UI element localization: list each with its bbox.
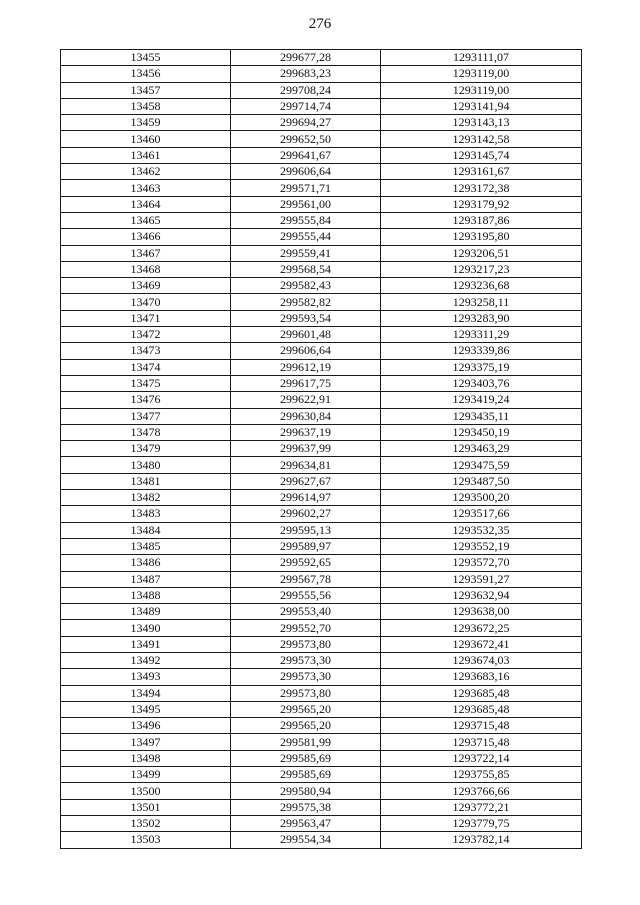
point-number-cell: 13472 — [61, 327, 231, 343]
point-number-cell: 13491 — [61, 636, 231, 652]
table-row — [61, 799, 582, 815]
table-row — [61, 294, 582, 310]
table-row — [61, 66, 582, 82]
table-row — [61, 701, 582, 717]
x-coordinate-cell: 299708,24 — [231, 82, 381, 98]
table-row — [61, 522, 582, 538]
point-number-cell: 13502 — [61, 815, 231, 831]
point-number-cell: 13493 — [61, 669, 231, 685]
y-coordinate-cell: 1293375,19 — [381, 359, 582, 375]
point-number-cell: 13455 — [61, 50, 231, 66]
x-coordinate-cell: 299565,20 — [231, 701, 381, 717]
y-coordinate-cell: 1293142,58 — [381, 131, 582, 147]
y-coordinate-cell: 1293722,14 — [381, 750, 582, 766]
point-number-cell: 13494 — [61, 685, 231, 701]
y-coordinate-cell: 1293119,00 — [381, 66, 582, 82]
coordinates-table — [60, 49, 582, 849]
x-coordinate-cell: 299580,94 — [231, 783, 381, 799]
table-row — [61, 620, 582, 636]
x-coordinate-cell: 299634,81 — [231, 457, 381, 473]
table-row — [61, 718, 582, 734]
y-coordinate-cell: 1293145,74 — [381, 147, 582, 163]
y-coordinate-cell: 1293236,68 — [381, 278, 582, 294]
table-row — [61, 180, 582, 196]
point-number-cell: 13489 — [61, 604, 231, 620]
table-row — [61, 734, 582, 750]
y-coordinate-cell: 1293674,03 — [381, 652, 582, 668]
point-number-cell: 13458 — [61, 98, 231, 114]
point-number-cell: 13456 — [61, 66, 231, 82]
x-coordinate-cell: 299683,23 — [231, 66, 381, 82]
point-number-cell: 13485 — [61, 538, 231, 554]
y-coordinate-cell: 1293283,90 — [381, 310, 582, 326]
y-coordinate-cell: 1293685,48 — [381, 701, 582, 717]
point-number-cell: 13471 — [61, 310, 231, 326]
x-coordinate-cell: 299612,19 — [231, 359, 381, 375]
y-coordinate-cell: 1293572,70 — [381, 555, 582, 571]
table-row — [61, 783, 582, 799]
point-number-cell: 13503 — [61, 832, 231, 848]
point-number-cell: 13483 — [61, 506, 231, 522]
x-coordinate-cell: 299630,84 — [231, 408, 381, 424]
x-coordinate-cell: 299585,69 — [231, 750, 381, 766]
point-number-cell: 13464 — [61, 196, 231, 212]
page-number: 276 — [308, 16, 332, 32]
y-coordinate-cell: 1293685,48 — [381, 685, 582, 701]
point-number-cell: 13462 — [61, 164, 231, 180]
table-row — [61, 343, 582, 359]
table-row — [61, 392, 582, 408]
point-number-cell: 13486 — [61, 555, 231, 571]
table-row — [61, 555, 582, 571]
table-body — [61, 50, 582, 849]
table-row — [61, 196, 582, 212]
y-coordinate-cell: 1293715,48 — [381, 734, 582, 750]
y-coordinate-cell: 1293475,59 — [381, 457, 582, 473]
x-coordinate-cell: 299677,28 — [231, 50, 381, 66]
y-coordinate-cell: 1293119,00 — [381, 82, 582, 98]
point-number-cell: 13496 — [61, 718, 231, 734]
table-row — [61, 457, 582, 473]
point-number-cell: 13457 — [61, 82, 231, 98]
table-row — [61, 147, 582, 163]
y-coordinate-cell: 1293143,13 — [381, 115, 582, 131]
point-number-cell: 13459 — [61, 115, 231, 131]
point-number-cell: 13467 — [61, 245, 231, 261]
y-coordinate-cell: 1293632,94 — [381, 587, 582, 603]
point-number-cell: 13473 — [61, 343, 231, 359]
point-number-cell: 13498 — [61, 750, 231, 766]
table-row — [61, 832, 582, 848]
point-number-cell: 13475 — [61, 375, 231, 391]
y-coordinate-cell: 1293217,23 — [381, 261, 582, 277]
point-number-cell: 13490 — [61, 620, 231, 636]
x-coordinate-cell: 299601,48 — [231, 327, 381, 343]
x-coordinate-cell: 299694,27 — [231, 115, 381, 131]
x-coordinate-cell: 299555,84 — [231, 212, 381, 228]
y-coordinate-cell: 1293500,20 — [381, 490, 582, 506]
point-number-cell: 13474 — [61, 359, 231, 375]
point-number-cell: 13499 — [61, 767, 231, 783]
x-coordinate-cell: 299582,43 — [231, 278, 381, 294]
x-coordinate-cell: 299595,13 — [231, 522, 381, 538]
table-row — [61, 164, 582, 180]
table-row — [61, 278, 582, 294]
x-coordinate-cell: 299559,41 — [231, 245, 381, 261]
y-coordinate-cell: 1293311,29 — [381, 327, 582, 343]
x-coordinate-cell: 299627,67 — [231, 473, 381, 489]
x-coordinate-cell: 299573,30 — [231, 652, 381, 668]
x-coordinate-cell: 299573,80 — [231, 636, 381, 652]
x-coordinate-cell: 299568,54 — [231, 261, 381, 277]
x-coordinate-cell: 299652,50 — [231, 131, 381, 147]
x-coordinate-cell: 299575,38 — [231, 799, 381, 815]
table-row — [61, 327, 582, 343]
y-coordinate-cell: 1293195,80 — [381, 229, 582, 245]
x-coordinate-cell: 299571,71 — [231, 180, 381, 196]
table-row — [61, 587, 582, 603]
table-row — [61, 212, 582, 228]
x-coordinate-cell: 299563,47 — [231, 815, 381, 831]
table-row — [61, 815, 582, 831]
point-number-cell: 13469 — [61, 278, 231, 294]
x-coordinate-cell: 299614,97 — [231, 490, 381, 506]
table-row — [61, 636, 582, 652]
y-coordinate-cell: 1293779,75 — [381, 815, 582, 831]
y-coordinate-cell: 1293141,94 — [381, 98, 582, 114]
point-number-cell: 13497 — [61, 734, 231, 750]
x-coordinate-cell: 299573,30 — [231, 669, 381, 685]
point-number-cell: 13501 — [61, 799, 231, 815]
y-coordinate-cell: 1293782,14 — [381, 832, 582, 848]
table-row — [61, 98, 582, 114]
point-number-cell: 13479 — [61, 441, 231, 457]
y-coordinate-cell: 1293672,41 — [381, 636, 582, 652]
x-coordinate-cell: 299592,65 — [231, 555, 381, 571]
x-coordinate-cell: 299565,20 — [231, 718, 381, 734]
x-coordinate-cell: 299637,19 — [231, 424, 381, 440]
x-coordinate-cell: 299593,54 — [231, 310, 381, 326]
y-coordinate-cell: 1293258,11 — [381, 294, 582, 310]
point-number-cell: 13461 — [61, 147, 231, 163]
point-number-cell: 13478 — [61, 424, 231, 440]
y-coordinate-cell: 1293715,48 — [381, 718, 582, 734]
y-coordinate-cell: 1293419,24 — [381, 392, 582, 408]
x-coordinate-cell: 299637,99 — [231, 441, 381, 457]
point-number-cell: 13466 — [61, 229, 231, 245]
x-coordinate-cell: 299582,82 — [231, 294, 381, 310]
table-row — [61, 50, 582, 66]
x-coordinate-cell: 299554,34 — [231, 832, 381, 848]
x-coordinate-cell: 299553,40 — [231, 604, 381, 620]
x-coordinate-cell: 299602,27 — [231, 506, 381, 522]
table-row — [61, 604, 582, 620]
y-coordinate-cell: 1293672,25 — [381, 620, 582, 636]
y-coordinate-cell: 1293591,27 — [381, 571, 582, 587]
x-coordinate-cell: 299589,97 — [231, 538, 381, 554]
table-row — [61, 767, 582, 783]
y-coordinate-cell: 1293161,67 — [381, 164, 582, 180]
y-coordinate-cell: 1293766,66 — [381, 783, 582, 799]
point-number-cell: 13481 — [61, 473, 231, 489]
y-coordinate-cell: 1293552,19 — [381, 538, 582, 554]
table-row — [61, 310, 582, 326]
x-coordinate-cell: 299555,56 — [231, 587, 381, 603]
point-number-cell: 13480 — [61, 457, 231, 473]
table-row — [61, 245, 582, 261]
y-coordinate-cell: 1293187,86 — [381, 212, 582, 228]
table-row — [61, 441, 582, 457]
y-coordinate-cell: 1293532,35 — [381, 522, 582, 538]
point-number-cell: 13470 — [61, 294, 231, 310]
table-row — [61, 490, 582, 506]
point-number-cell: 13460 — [61, 131, 231, 147]
point-number-cell: 13500 — [61, 783, 231, 799]
table-row — [61, 669, 582, 685]
point-number-cell: 13488 — [61, 587, 231, 603]
point-number-cell: 13465 — [61, 212, 231, 228]
table-row — [61, 424, 582, 440]
y-coordinate-cell: 1293755,85 — [381, 767, 582, 783]
table-row — [61, 685, 582, 701]
x-coordinate-cell: 299622,91 — [231, 392, 381, 408]
point-number-cell: 13495 — [61, 701, 231, 717]
y-coordinate-cell: 1293339,86 — [381, 343, 582, 359]
x-coordinate-cell: 299581,99 — [231, 734, 381, 750]
point-number-cell: 13484 — [61, 522, 231, 538]
table-row — [61, 131, 582, 147]
point-number-cell: 13468 — [61, 261, 231, 277]
x-coordinate-cell: 299567,78 — [231, 571, 381, 587]
y-coordinate-cell: 1293111,07 — [381, 50, 582, 66]
point-number-cell: 13482 — [61, 490, 231, 506]
y-coordinate-cell: 1293450,19 — [381, 424, 582, 440]
point-number-cell: 13492 — [61, 652, 231, 668]
y-coordinate-cell: 1293206,51 — [381, 245, 582, 261]
table-row — [61, 750, 582, 766]
y-coordinate-cell: 1293463,29 — [381, 441, 582, 457]
y-coordinate-cell: 1293403,76 — [381, 375, 582, 391]
x-coordinate-cell: 299555,44 — [231, 229, 381, 245]
x-coordinate-cell: 299617,75 — [231, 375, 381, 391]
x-coordinate-cell: 299573,80 — [231, 685, 381, 701]
point-number-cell: 13476 — [61, 392, 231, 408]
point-number-cell: 13463 — [61, 180, 231, 196]
y-coordinate-cell: 1293435,11 — [381, 408, 582, 424]
table-row — [61, 375, 582, 391]
table-row — [61, 538, 582, 554]
y-coordinate-cell: 1293517,66 — [381, 506, 582, 522]
y-coordinate-cell: 1293772,21 — [381, 799, 582, 815]
x-coordinate-cell: 299561,00 — [231, 196, 381, 212]
x-coordinate-cell: 299585,69 — [231, 767, 381, 783]
table-row — [61, 359, 582, 375]
table-row — [61, 571, 582, 587]
table-row — [61, 408, 582, 424]
x-coordinate-cell: 299641,67 — [231, 147, 381, 163]
x-coordinate-cell: 299606,64 — [231, 343, 381, 359]
y-coordinate-cell: 1293638,00 — [381, 604, 582, 620]
table-row — [61, 473, 582, 489]
table-row — [61, 229, 582, 245]
table-row — [61, 115, 582, 131]
point-number-cell: 13477 — [61, 408, 231, 424]
table-row — [61, 261, 582, 277]
x-coordinate-cell: 299606,64 — [231, 164, 381, 180]
point-number-cell: 13487 — [61, 571, 231, 587]
y-coordinate-cell: 1293179,92 — [381, 196, 582, 212]
table-row — [61, 506, 582, 522]
x-coordinate-cell: 299714,74 — [231, 98, 381, 114]
y-coordinate-cell: 1293683,16 — [381, 669, 582, 685]
y-coordinate-cell: 1293172,38 — [381, 180, 582, 196]
table-row — [61, 82, 582, 98]
table-row — [61, 652, 582, 668]
x-coordinate-cell: 299552,70 — [231, 620, 381, 636]
y-coordinate-cell: 1293487,50 — [381, 473, 582, 489]
